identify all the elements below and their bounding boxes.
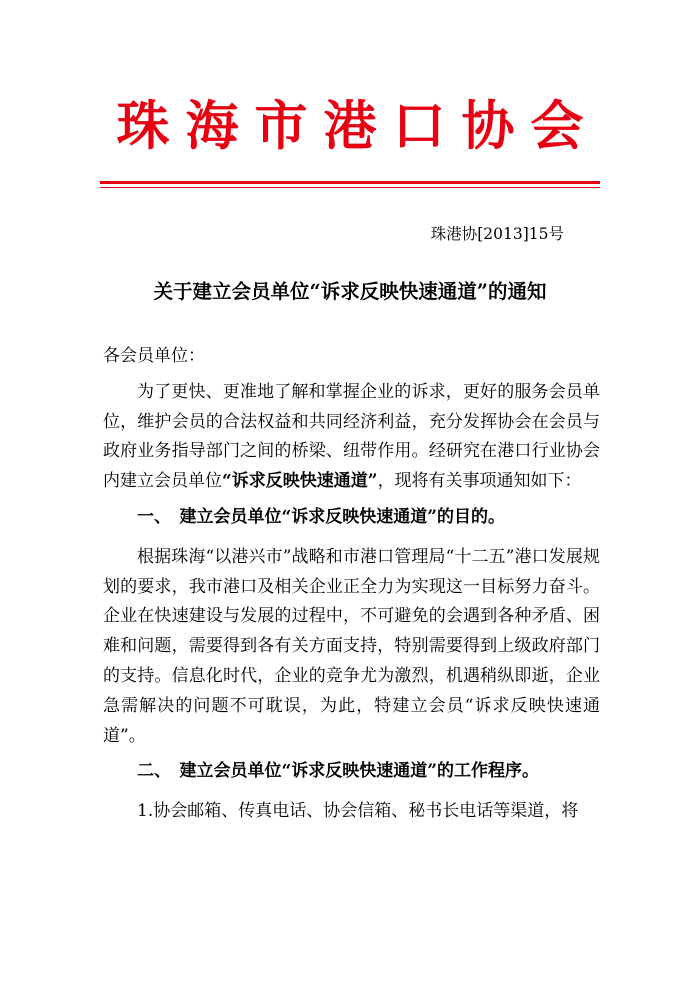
notice-title: 关于建立会员单位“诉求反映快速通道”的通知 [153, 280, 547, 303]
section-1-heading: 一、 建立会员单位“诉求反映快速通道”的目的。 [137, 506, 506, 527]
notice-body [103, 342, 600, 827]
organization-name: 珠海市港口协会 [116, 95, 600, 157]
intro-text-end: ，现将有关事项通知如下： [377, 471, 582, 492]
document-number: 珠港协[2013]15号 [430, 225, 564, 243]
intro-highlight: “诉求反映快速通道” [222, 471, 378, 492]
intro-paragraph [103, 378, 600, 497]
section-1-paragraph: 根据珠海“以港兴市”战略和市港口管理局“十二五”港口发展规划的要求，我市港口及相关企业正全力为实现这一目标努力奋斗。企业在快速建设与发展的过程中，不可避免的会遇到各种矛盾、困难和问题，需要得到各有关方面支持，特别需要得到上级政府部门的支持。信息化时代，企业的竞争尤为激烈，机遇稍纵即逝，企业急需解决的问题不可耽误，为此，特建立会员“诉求反映快速通道”。 [103, 546, 600, 746]
section-2-heading: 二、 建立会员单位“诉求反映快速通道”的工作程序。 [137, 761, 540, 782]
intro-text-start: 为了更快、更准地了解和掌握企业的诉求，更好的服务会员单位，维护会员的合法权益和共同经济利益，充分发挥协会在会员与政府业务指导部门之间的桥梁、纽带作用。经研究在港口行业协会内建立会员单位 [103, 381, 600, 492]
header-rule-thin [100, 187, 600, 188]
header-rule-thick [100, 181, 600, 184]
salutation: 各会员单位： [103, 346, 205, 366]
section-2-item-1: 1.协会邮箱、传真电话、协会信箱、秘书长电话等渠道，将 [137, 801, 579, 822]
